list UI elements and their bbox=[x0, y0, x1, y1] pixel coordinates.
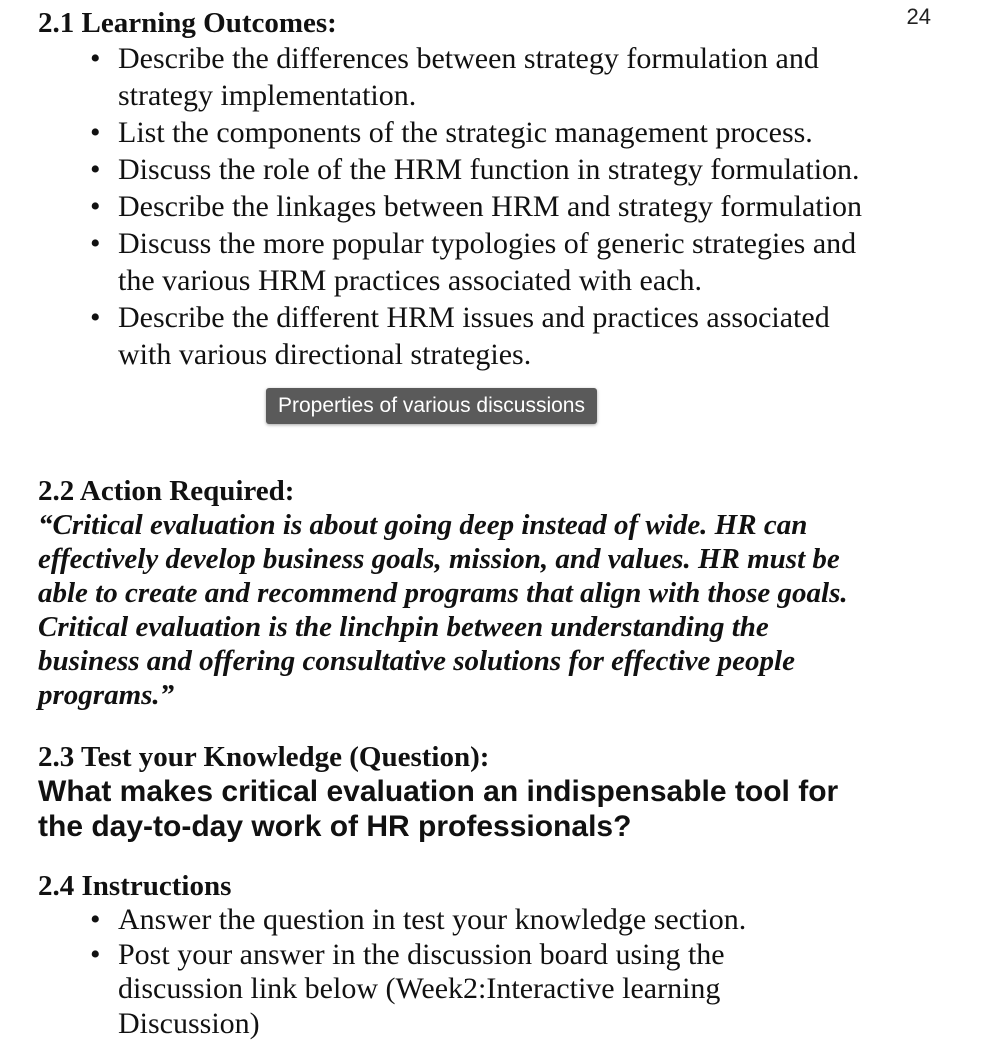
test-knowledge-question: What makes critical evaluation an indispensable tool for the day-to-day work of HR professionals? bbox=[38, 775, 839, 843]
list-item: • List the components of the strategic management process. bbox=[118, 114, 878, 151]
learning-outcomes-list bbox=[38, 40, 970, 373]
action-required-section bbox=[38, 474, 970, 712]
test-knowledge-heading: 2.3 Test your Knowledge (Question): bbox=[38, 741, 490, 773]
discussion-tooltip: Properties of various discussions bbox=[266, 388, 597, 424]
instructions-list bbox=[38, 903, 970, 1041]
page-number: 24 bbox=[906, 4, 931, 29]
list-item: • Post your answer in the discussion board using the discussion link below (Week2:Interactive learning Discussion) bbox=[118, 938, 818, 1042]
instructions-heading: 2.4 Instructions bbox=[38, 870, 232, 902]
test-knowledge-section bbox=[38, 740, 970, 844]
action-required-quote: “Critical evaluation is about going deep instead of wide. HR can effectively develop business goals, mission, and values. HR must be able to create and recommend programs that align with those goals. Critical evaluation is the linchpin between understanding the business and offering consultative solutions for effective people programs.” bbox=[38, 509, 848, 711]
list-item: • Discuss the more popular typologies of generic strategies and the various HRM practices associated with each. bbox=[118, 225, 878, 299]
action-required-heading: 2.2 Action Required: bbox=[38, 475, 295, 507]
instructions-section bbox=[38, 869, 970, 1041]
list-item: • Describe the different HRM issues and practices associated with various directional strategies. bbox=[118, 299, 878, 373]
list-item: • Discuss the role of the HRM function in strategy formulation. bbox=[118, 151, 878, 188]
list-item: • Describe the linkages between HRM and strategy formulation bbox=[118, 188, 878, 225]
learning-outcomes-section bbox=[38, 6, 970, 373]
list-item: • Answer the question in test your knowledge section. bbox=[118, 903, 818, 938]
learning-outcomes-heading: 2.1 Learning Outcomes: bbox=[38, 7, 337, 39]
list-item: • Describe the differences between strategy formulation and strategy implementation. bbox=[118, 40, 878, 114]
